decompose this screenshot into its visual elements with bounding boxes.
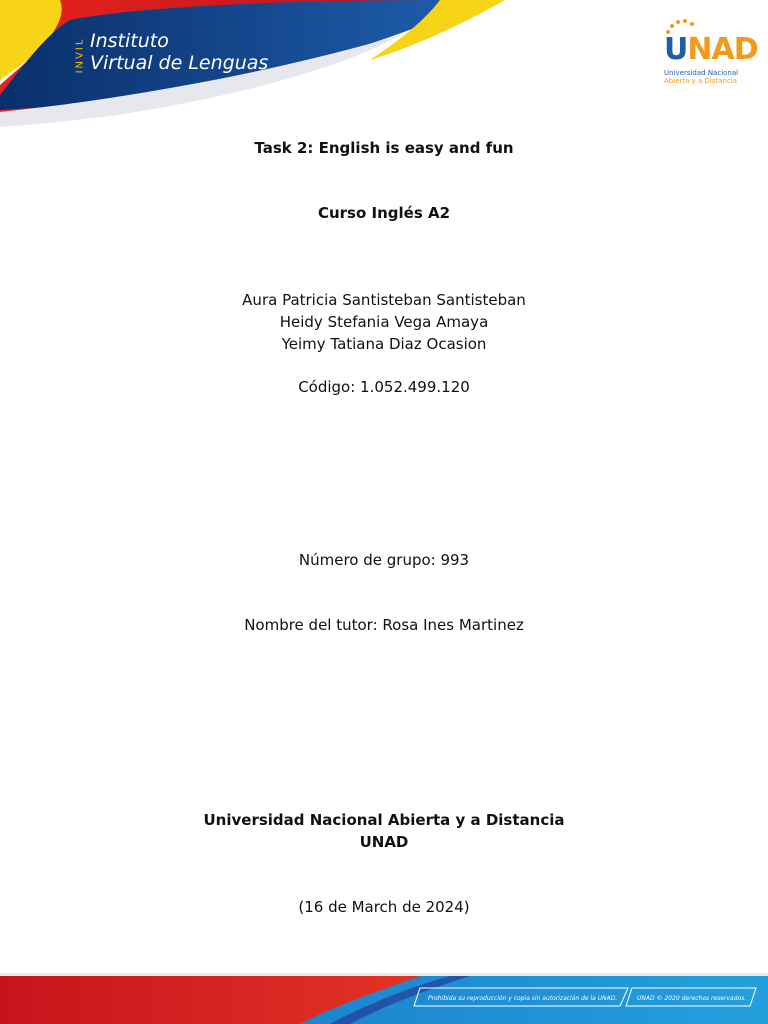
logo-subtitle-line1: Universidad Nacional	[664, 69, 739, 77]
unad-logo	[664, 18, 758, 88]
logo-u: U	[664, 32, 688, 67]
tutor-name: Nombre del tutor: Rosa Ines Martinez	[244, 616, 524, 634]
footer-notice-right: UNAD © 2020 derechos reservados.	[637, 995, 747, 1002]
header-banner	[0, 0, 768, 135]
footer-banner	[0, 968, 768, 1024]
logo-subtitle	[664, 69, 738, 85]
course-name: Curso Inglés A2	[317, 204, 451, 222]
institute-title-line2: Virtual de Lenguas	[90, 52, 269, 74]
student-code: Código: 1.052.499.120	[298, 378, 470, 396]
institute-title-line1: Instituto	[90, 30, 169, 52]
document-title: Task 2: English is easy and fun	[254, 139, 514, 157]
logo-wordmark	[664, 32, 758, 67]
logo-nad: NAD	[687, 32, 758, 67]
document-date: (16 de March de 2024)	[298, 898, 470, 916]
logo-subtitle-line2: Abierta y a Distancia	[664, 77, 738, 85]
university-name: Universidad Nacional Abierta y a Distancia	[203, 811, 565, 829]
author-2: Heidy Stefania Vega Amaya	[279, 313, 489, 331]
institute-title	[90, 30, 268, 74]
group-number: Número de grupo: 993	[298, 551, 470, 569]
invil-vertical-label: INVIL	[74, 37, 86, 74]
footer-notice-left: Prohibida su reproducción y copia sin autorización de la UNAD.	[428, 995, 618, 1002]
author-3: Yeimy Tatiana Diaz Ocasion	[281, 335, 487, 353]
university-acronym: UNAD	[359, 833, 409, 851]
author-1: Aura Patricia Santisteban Santisteban	[242, 291, 526, 309]
